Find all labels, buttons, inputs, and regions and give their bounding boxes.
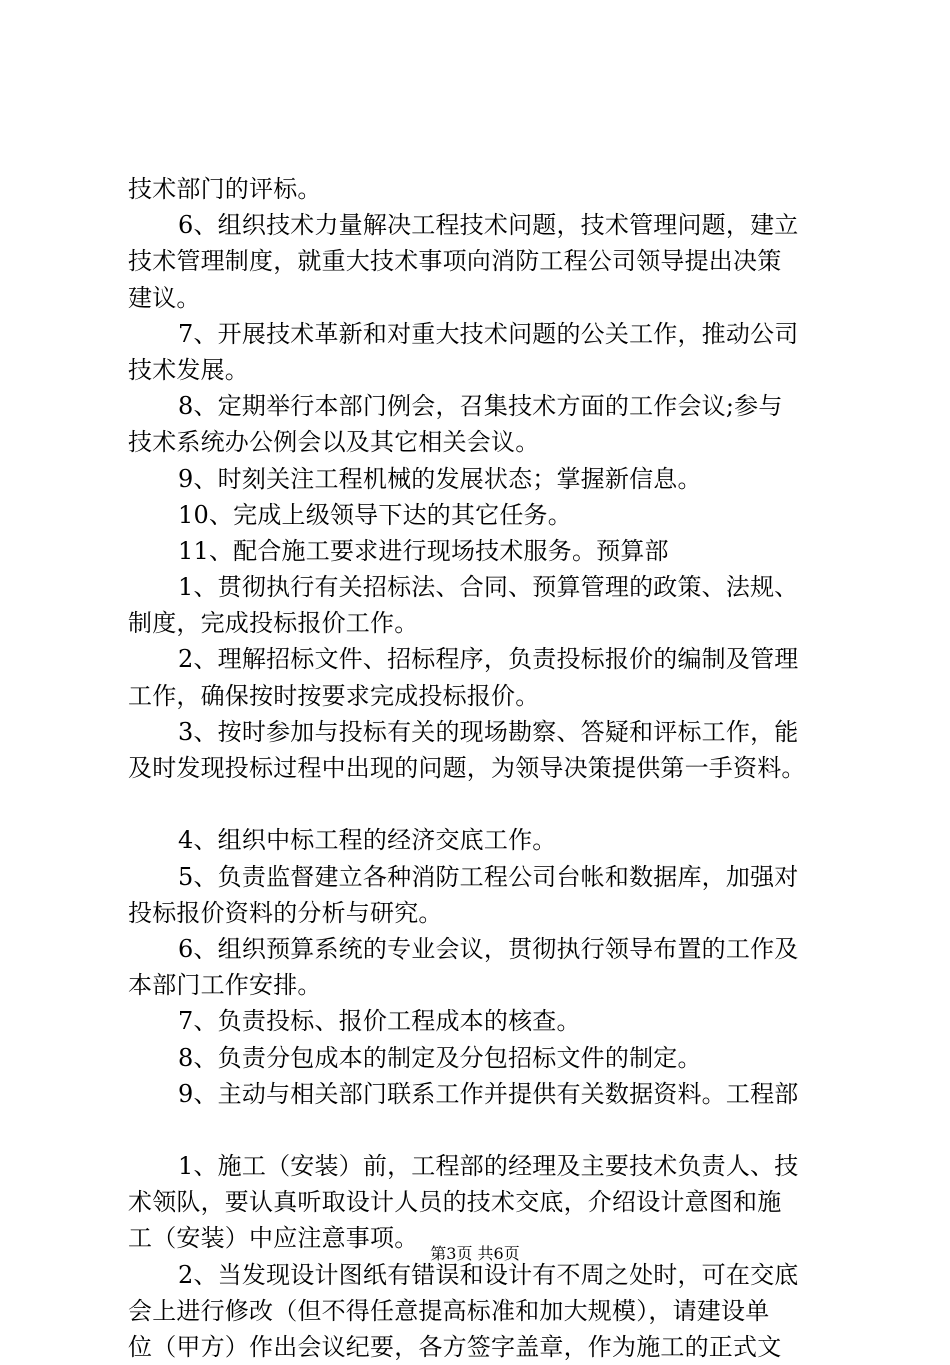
text-line: 7、开展技术革新和对重大技术问题的公关工作，推动公司 [178, 319, 799, 348]
text-line: 9、时刻关注工程机械的发展状态；掌握新信息。 [178, 464, 702, 493]
text-line: 5、负责监督建立各种消防工程公司台帐和数据库，加强对 [178, 862, 799, 891]
text-line: 2、理解招标文件、招标程序，负责投标报价的编制及管理 [178, 645, 799, 674]
text-line: 工作，确保按时按要求完成投标报价。 [128, 681, 540, 710]
text-line: 2、当发现设计图纸有错误和设计有不周之处时，可在交底 [178, 1260, 799, 1289]
text-line: 3、按时参加与投标有关的现场勘察、答疑和评标工作，能 [178, 717, 799, 746]
text-line: 投标报价资料的分析与研究。 [128, 898, 443, 927]
text-line: 技术部门的评标。 [128, 175, 322, 203]
text-line: 8、负责分包成本的制定及分包招标文件的制定。 [178, 1043, 702, 1072]
text-line: 9、主动与相关部门联系工作并提供有关数据资料。工程部 [178, 1079, 799, 1108]
text-line: 技术系统办公例会以及其它相关会议。 [128, 428, 540, 457]
text-line: 6、组织技术力量解决工程技术问题，技术管理问题，建立 [178, 211, 799, 240]
text-line: 1、贯彻执行有关招标法、合同、预算管理的政策、法规、 [178, 573, 799, 602]
paragraph-gap [128, 1112, 840, 1148]
text-line: 工（安装）中应注意事项。 [128, 1224, 419, 1253]
text-line: 4、组织中标工程的经济交底工作。 [178, 826, 557, 855]
document-body [128, 171, 840, 1365]
paragraph-gap [128, 786, 840, 822]
page-number-footer: 第3页 共6页 [430, 1244, 520, 1263]
text-line: 6、组织预算系统的专业会议，贯彻执行领导布置的工作及 [178, 934, 799, 963]
text-line: 本部门工作安排。 [128, 971, 322, 1000]
text-line: 建议。 [128, 283, 201, 312]
text-line: 1、施工（安装）前，工程部的经理及主要技术负责人、技 [178, 1152, 799, 1181]
text-line: 会上进行修改（但不得任意提高标准和加大规模），请建设单 [128, 1296, 770, 1325]
text-line: 术领队，要认真听取设计人员的技术交底，介绍设计意图和施 [128, 1188, 782, 1217]
text-line: 8、定期举行本部门例会，召集技术方面的工作会议;参与 [178, 392, 783, 421]
text-line: 制度，完成投标报价工作。 [128, 609, 419, 638]
text-line: 10、完成上级领导下达的其它任务。 [178, 500, 572, 529]
text-line: 7、负责投标、报价工程成本的核查。 [178, 1007, 581, 1036]
text-line: 技术发展。 [128, 355, 249, 384]
text-line: 11、配合施工要求进行现场技术服务。预算部 [178, 536, 669, 565]
text-line: 位（甲方）作出会议纪要，各方签字盖章，作为施工的正式文 [128, 1333, 782, 1361]
text-line: 及时发现投标过程中出现的问题，为领导决策提供第一手资料。 [128, 754, 806, 782]
text-line: 技术管理制度，就重大技术事项向消防工程公司领导提出决策 [128, 247, 782, 276]
